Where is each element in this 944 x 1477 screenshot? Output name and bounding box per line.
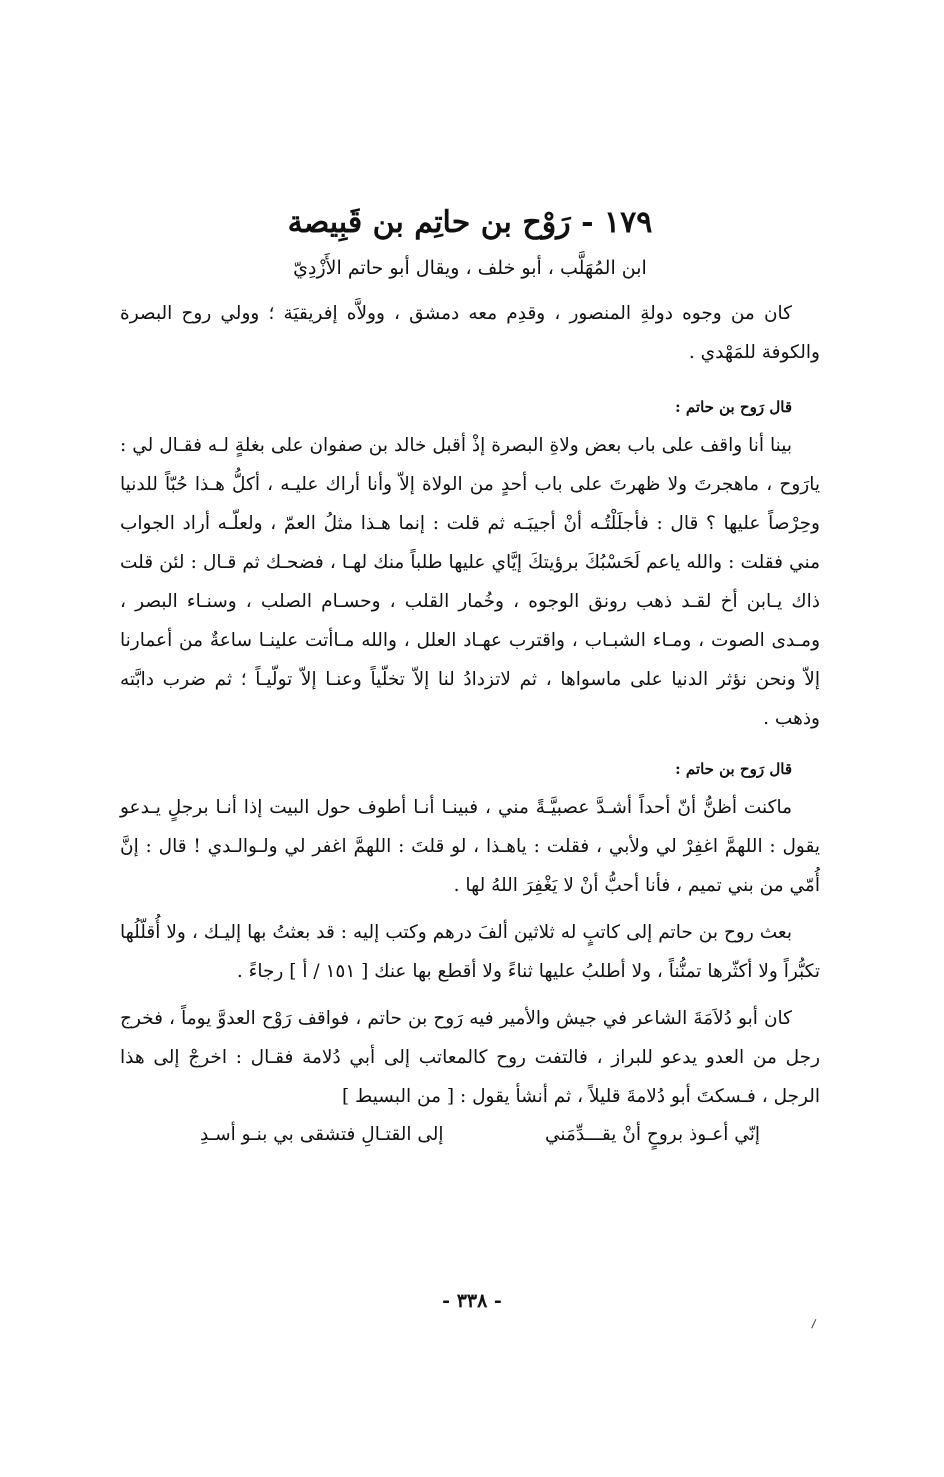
narration-paragraph: بينا أنا واقف على باب بعض ولاةِ البصرة إذْ أقبل خالد بن صفوان على بغلةٍ لـه فقـال لي : يارَوح ، ماهجرتَ ولا ظهرتَ على باب أحدٍ من الولاة إلاّ وأنا أراك عليـه ، أكلُّ هـذا حُبّاً للدنيا وحِرْصاً عليها ؟ قال : فأجلَلْتُـه أنْ أجيبَـه ثم قلت : إنما هـذا مثلُ العمّ ، ولعلّـه أراد الجواب مني فقلت : والله ياعم لَحَسْبُكَ برؤيتكَ إيَّاي عليها طلباً منك لهـا ، فضحـك ثم قـال : لئن قلت ذاك يـابن أخ لقـد ذهب رونق الوجوه ، وخُمار القلب ، وحسـام الصلب ، وسنـاء البصر ، ومـدى الصوت ، ومـاء الشبـاب ، واقترب عهـاد العلل ، والله مـاأتت علينـا ساعةٌ من أعمارنا إلاّ ونحن نؤثر الدنيا على ماسواها ، ثم لاتزدادُ لنا إلاّ تخلّياً وعنـا إلاّ تولّيـاً ؛ ثم ضرب دابَّته وذهب . <box>120 435 820 729</box>
poem-verse <box>120 1116 820 1154</box>
entry-title: ١٧٩ - رَوْح بن حاتِم بن قَبِيصة <box>287 205 653 240</box>
scan-mark <box>811 1319 822 1331</box>
page-body <box>120 200 820 1154</box>
paragraph-spacer <box>120 991 820 999</box>
page-number: - ٣٣٨ - <box>442 1290 502 1312</box>
narration-heading: قال رَوح بن حاتم : <box>675 760 792 778</box>
narration-heading: قال رَوح بن حاتم : <box>675 398 792 416</box>
verse-second-hemistich: إلى القتـالِ فتشقى بي بنـو أسـدِ <box>200 1124 444 1145</box>
entry-intro: كان من وجوه دولةِ المنصور ، وقدِم معه دمشق ، وولاَّه إفريقيَة ؛ وولي روح البصرة والكوفة للمَهْدي . <box>120 303 820 363</box>
verse-first-hemistich: إنّي أعـوذ بروحٍ أنْ يقـــدِّمَني <box>545 1124 760 1145</box>
narration-paragraph: ماكنت أظنُّ أنّ أحداً أشـدَّ عصبيَّـةً مني ، فبينـا أنـا أطوف حول البيت إذا أنـا برجلٍ يـدعو يقول : اللهمَّ اغفِرْ لي ولأبي ، فقلت : ياهـذا ، لو قلتَ : اللهمَّ اغفر لي ولـوالـدي ! قال : إنَّ أُمّي من بني تميم ، فأنا أحبُّ أنْ لا يَغْفِرَ اللهُ لها . <box>120 797 820 896</box>
entry-subtitle: ابن المُهَلَّب ، أبو خلف ، ويقال أبو حاتم الأَزْدِيّ <box>293 257 647 279</box>
narration-paragraph: بعث روح بن حاتم إلى كاتبٍ له ثلاثين ألفَ درهم وكتب إليه : قد بعثتُ بها إليـك ، ولا أُقلّلُها تكبُّراً ولا أكثّرها تمنُّناً ، ولا أطلبُ عليها ثناءً ولا أقطع بها عنك [ ١٥١ / أ ] رجاءً . <box>120 922 820 982</box>
narration-paragraph: كان أبو دُلاَمَةَ الشاعر في جيش والأمير فيه رَوح بن حاتم ، فواقف رَوْح العدوَّ يوماً ، فخرج رجل من العدو يدعو للبراز ، فالتفت روح كالمعاتب إلى أبي دُلامة فقـال : اخرجْ إلى هذا الرجل ، فـسكتَ أبو دُلامةَ قليلاً ، ثم أنشأ يقول : [ من البسيط ] <box>120 1008 820 1107</box>
paragraph-spacer <box>120 905 820 913</box>
section-spacer <box>120 738 820 754</box>
